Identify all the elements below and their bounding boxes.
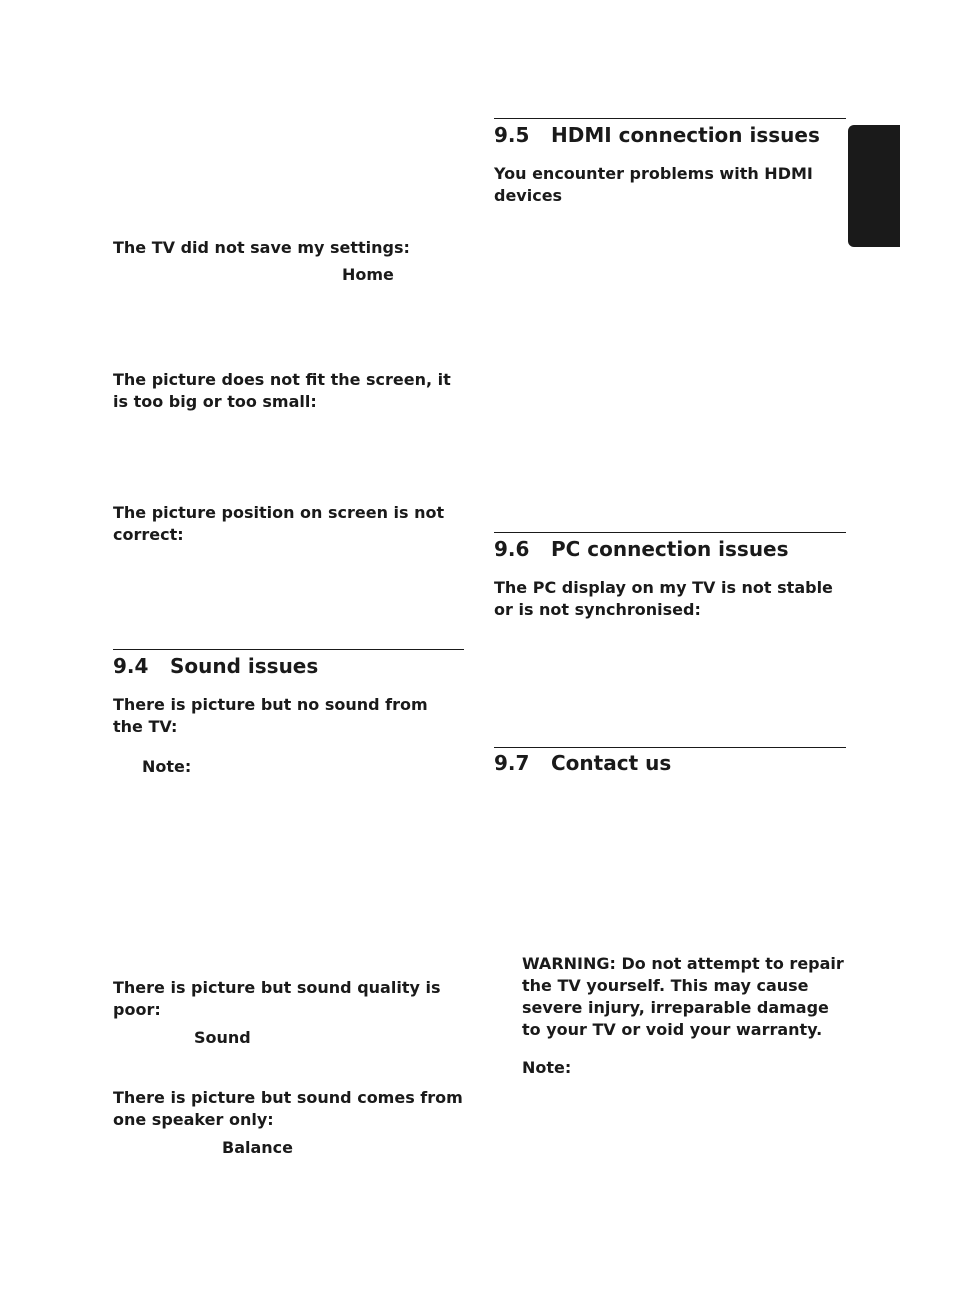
- language-tab: [848, 125, 900, 247]
- warning-label: WARNING:: [522, 954, 616, 973]
- section-9-5-title: HDMI connection issues: [551, 123, 820, 147]
- question-pc: The PC display on my TV is not stable or is not synchronised:: [494, 578, 833, 619]
- question-no-sound: There is picture but no sound from the TV:: [113, 695, 428, 736]
- question-picture-position: The picture position on screen is not correct:: [113, 503, 445, 544]
- section-9-6-rule: [494, 532, 846, 533]
- section-9-6-title: PC connection issues: [551, 537, 789, 561]
- note-label-left: Note:: [142, 757, 192, 776]
- section-9-6-number: 9.6: [494, 537, 530, 561]
- question-one-speaker: There is picture but sound comes from one speaker only:: [113, 1088, 463, 1129]
- question-poor-sound: There is picture but sound quality is poor:: [113, 978, 441, 1019]
- question-settings-not-saved: The TV did not save my settings:: [113, 238, 410, 257]
- section-9-7-number: 9.7: [494, 751, 530, 775]
- note-label-right: Note:: [522, 1058, 572, 1077]
- warning-text: Do not attempt to repair the TV yourself. This may cause severe injury, irreparable damage to your TV or void your warranty.: [522, 954, 844, 1039]
- question-picture-fit: The picture does not fit the screen, it is too big or too small:: [113, 370, 451, 411]
- section-9-7-title: Contact us: [551, 751, 672, 775]
- section-9-7-rule: [494, 747, 846, 748]
- section-9-4-number: 9.4: [113, 654, 149, 678]
- keyword-sound: Sound: [194, 1028, 251, 1047]
- question-hdmi: You encounter problems with HDMI devices: [494, 164, 813, 205]
- keyword-balance: Balance: [222, 1138, 293, 1157]
- keyword-home: Home: [342, 265, 394, 284]
- warning-block: [522, 953, 844, 1041]
- section-9-5-rule: [494, 118, 846, 119]
- section-9-5-number: 9.5: [494, 123, 530, 147]
- section-9-4-title: Sound issues: [170, 654, 319, 678]
- section-9-4-rule: [113, 649, 464, 650]
